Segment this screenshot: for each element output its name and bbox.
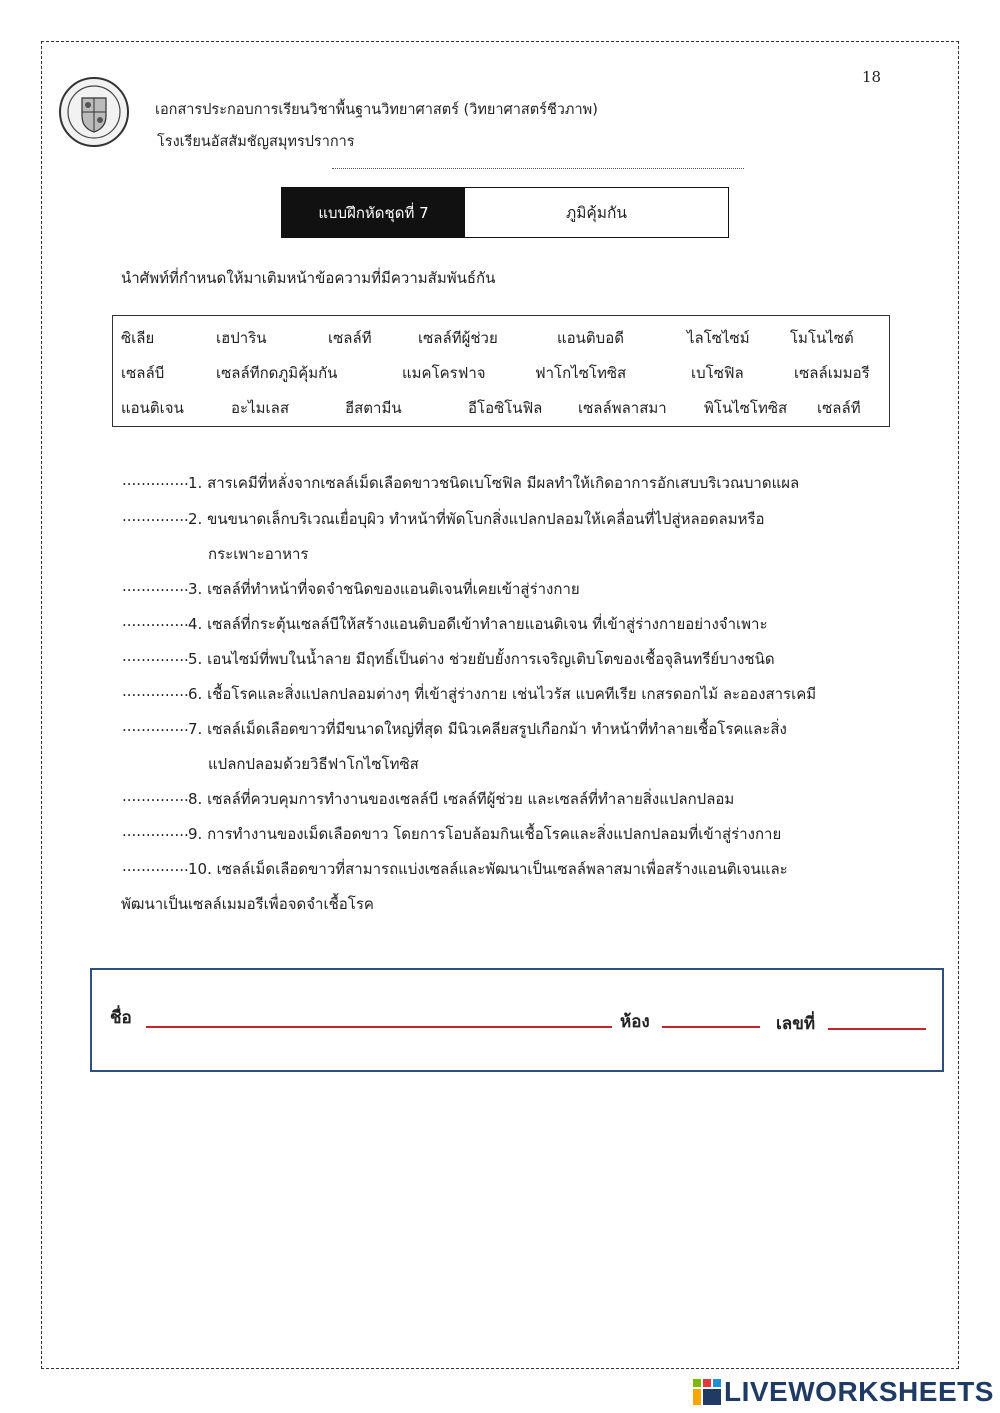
question-text: 5. เอนไซม์ที่พบในน้ำลาย มีฤทธิ์เป็นด่าง ช่วยยับยั้งการเจริญเติบโตของเชื้อจุลินทรีย์บางชนิด [188,650,775,668]
header-divider [332,168,744,169]
question-text: 4. เซลล์ที่กระตุ้นเซลล์บีให้สร้างแอนติบอดีเข้าทำลายแอนติเจน ที่เข้าสู่ร่างกายอย่างจำเพาะ [188,615,768,633]
question-text: 8. เซลล์ที่ควบคุมการทำงานของเซลล์บี เซลล์ทีผู้ช่วย และเซลล์ที่ทำลายสิ่งแปลกปลอม [188,790,735,808]
brand-name: LIVEWORKSHEETS [724,1376,994,1407]
question-text: 7. เซลล์เม็ดเลือดขาวที่มีขนาดใหญ่ที่สุด มีนิวเคลียสรูปเกือกม้า ทำหน้าที่ทำลายเชื้อโรคและสิ่ง [188,720,787,738]
exercise-title-box [281,187,729,238]
word-bank-item: ซิเลีย [121,329,155,347]
liveworksheets-logo [692,1376,994,1408]
word-bank-item: เซลล์ที [817,399,861,417]
word-bank-item: แอนติเจน [121,399,184,417]
room-field[interactable] [662,1026,760,1028]
word-bank-item: พิโนไซโทซิส [704,399,788,417]
answer-blank[interactable]: .............. [122,682,189,700]
word-bank-item: แอนติบอดี [557,329,624,347]
question-text: 1. สารเคมีที่หลั่งจากเซลล์เม็ดเลือดขาวชนิดเบโซฟิล มีผลทำให้เกิดอาการอักเสบบริเวณบาดแผล [188,474,800,492]
word-bank-item: ฮีสตามีน [345,399,402,417]
page-number: 18 [862,68,882,86]
answer-blank[interactable]: .............. [122,612,189,630]
word-bank-item: เซลล์เมมอรี [794,364,870,382]
question-text: กระเพาะอาหาร [208,545,309,563]
liveworksheets-icon [692,1377,722,1407]
word-bank-item: ไลโซไซม์ [687,329,750,347]
word-bank-item: อะไมเลส [231,399,289,417]
name-label: ชื่อ [110,1008,132,1028]
question-text: พัฒนาเป็นเซลล์เมมอรีเพื่อจดจำเชื้อโรค [121,895,374,913]
answer-blank[interactable]: .............. [122,471,189,489]
answer-blank[interactable]: .............. [122,822,189,840]
word-bank-item: เซลล์ทีผู้ช่วย [418,329,498,347]
exercise-number: แบบฝึกหัดชุดที่ 7 [282,188,465,237]
school-seal-icon [58,76,130,148]
header-document-title: เอกสารประกอบการเรียนวิชาพื้นฐานวิทยาศาสตร์ (วิทยาศาสตร์ชีวภาพ) [155,102,598,118]
name-field[interactable] [146,1026,612,1028]
question-text: 2. ขนขนาดเล็กบริเวณเยื่อบุผิว ทำหน้าที่พัดโบกสิ่งแปลกปลอมให้เคลื่อนที่ไปสู่หลอดลมหรือ [188,510,765,528]
word-bank-item: เซลล์บี [121,364,165,382]
question-text: แปลกปลอมด้วยวิธีฟาโกไซโทซิส [208,755,419,773]
answer-blank[interactable]: .............. [122,717,189,735]
answer-blank[interactable]: .............. [122,857,189,875]
word-bank-item: อีโอซิโนฟิล [468,399,543,417]
word-bank-item: เบโซฟิล [691,364,744,382]
word-bank-item: เซลล์พลาสมา [578,399,667,417]
instruction: นำศัพท์ที่กำหนดให้มาเติมหน้าข้อความที่มีความสัมพันธ์กัน [121,269,496,287]
number-label: เลขที่ [776,1014,816,1034]
answer-blank[interactable]: .............. [122,507,189,525]
word-bank-item: เซลล์ที [328,329,372,347]
word-bank-item: ฟาโกไซโทซิส [535,364,627,382]
question-text: 10. เซลล์เม็ดเลือดขาวที่สามารถแบ่งเซลล์และพัฒนาเป็นเซลล์พลาสมาเพื่อสร้างแอนติเจนและ [188,860,788,878]
number-field[interactable] [828,1028,926,1030]
word-bank-item: เซลล์ทีกดภูมิคุ้มกัน [216,364,338,382]
header-school-name: โรงเรียนอัสสัมชัญสมุทรปราการ [157,134,355,150]
student-info-box [90,968,944,1072]
question-text: 9. การทำงานของเม็ดเลือดขาว โดยการโอบล้อมกินเชื้อโรคและสิ่งแปลกปลอมที่เข้าสู่ร่างกาย [188,825,782,843]
answer-blank[interactable]: .............. [122,577,189,595]
word-bank-item: เฮปาริน [216,329,267,347]
answer-blank[interactable]: .............. [122,647,189,665]
word-bank-item: โมโนไซต์ [790,329,854,347]
answer-blank[interactable]: .............. [122,787,189,805]
word-bank-item: แมคโครฟาจ [402,364,486,382]
room-label: ห้อง [620,1012,650,1032]
question-text: 6. เชื้อโรคและสิ่งแปลกปลอมต่างๆ ที่เข้าสู่ร่างกาย เช่นไวรัส แบคทีเรีย เกสรดอกไม้ ละอองสารเคมี [188,685,817,703]
question-text: 3. เซลล์ที่ทำหน้าที่จดจำชนิดของแอนติเจนที่เคยเข้าสู่ร่างกาย [188,580,580,598]
exercise-topic: ภูมิคุ้มกัน [565,204,627,222]
word-bank [112,315,890,427]
